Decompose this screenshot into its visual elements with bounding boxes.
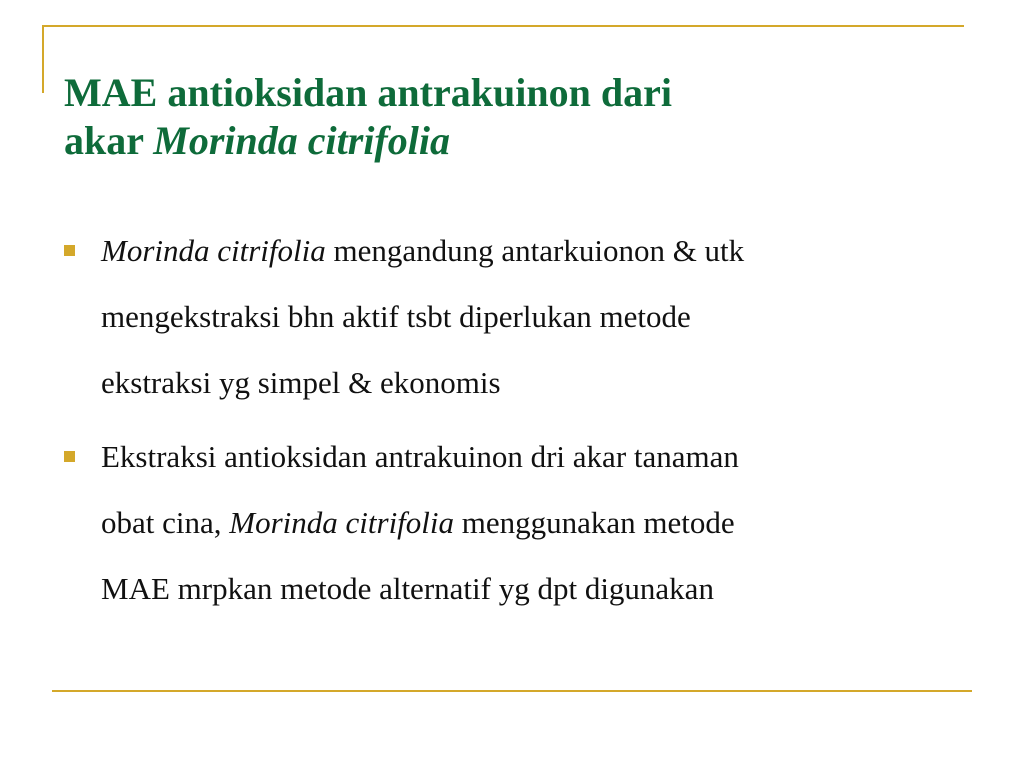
square-bullet-icon <box>64 245 75 256</box>
left-border-line <box>42 25 44 93</box>
bullet-2-line-2-text: obat cina, <box>101 505 230 540</box>
bullet-text-1 <box>101 218 984 416</box>
bullet-2-line-1: Ekstraksi antioksidan antrakuinon dri akar tanaman <box>101 439 739 474</box>
bullet-1-line-2: mengekstraksi bhn aktif tsbt diperlukan metode <box>101 299 691 334</box>
bullet-item-2 <box>64 424 984 622</box>
bottom-border-line <box>52 690 972 692</box>
title-line-1: MAE antioksidan antrakuinon dari <box>64 69 672 115</box>
title-species-name: Morinda citrifolia <box>153 117 450 163</box>
slide-title <box>64 69 964 165</box>
title-line-2-text: akar <box>64 117 154 163</box>
bullet-1-line-3: ekstraksi yg simpel & ekonomis <box>101 365 501 400</box>
bullet-list <box>64 218 984 622</box>
bullet-1-species-name: Morinda citrifolia <box>101 233 326 268</box>
bullet-1-line-1-text: mengandung antarkuionon & utk <box>325 233 745 268</box>
bullet-2-line-2 <box>101 490 984 556</box>
top-border-line <box>44 25 964 27</box>
square-bullet-icon <box>64 451 75 462</box>
title-line-2 <box>64 117 964 165</box>
bullet-2-line-3: MAE mrpkan metode alternatif yg dpt digunakan <box>101 571 714 606</box>
bullet-item-1 <box>64 218 984 416</box>
bullet-2-line-2-rest: menggunakan metode <box>454 505 735 540</box>
bullet-1-line-1 <box>101 218 984 284</box>
bullet-text-2 <box>101 424 984 622</box>
bullet-2-species-name: Morinda citrifolia <box>229 505 455 540</box>
